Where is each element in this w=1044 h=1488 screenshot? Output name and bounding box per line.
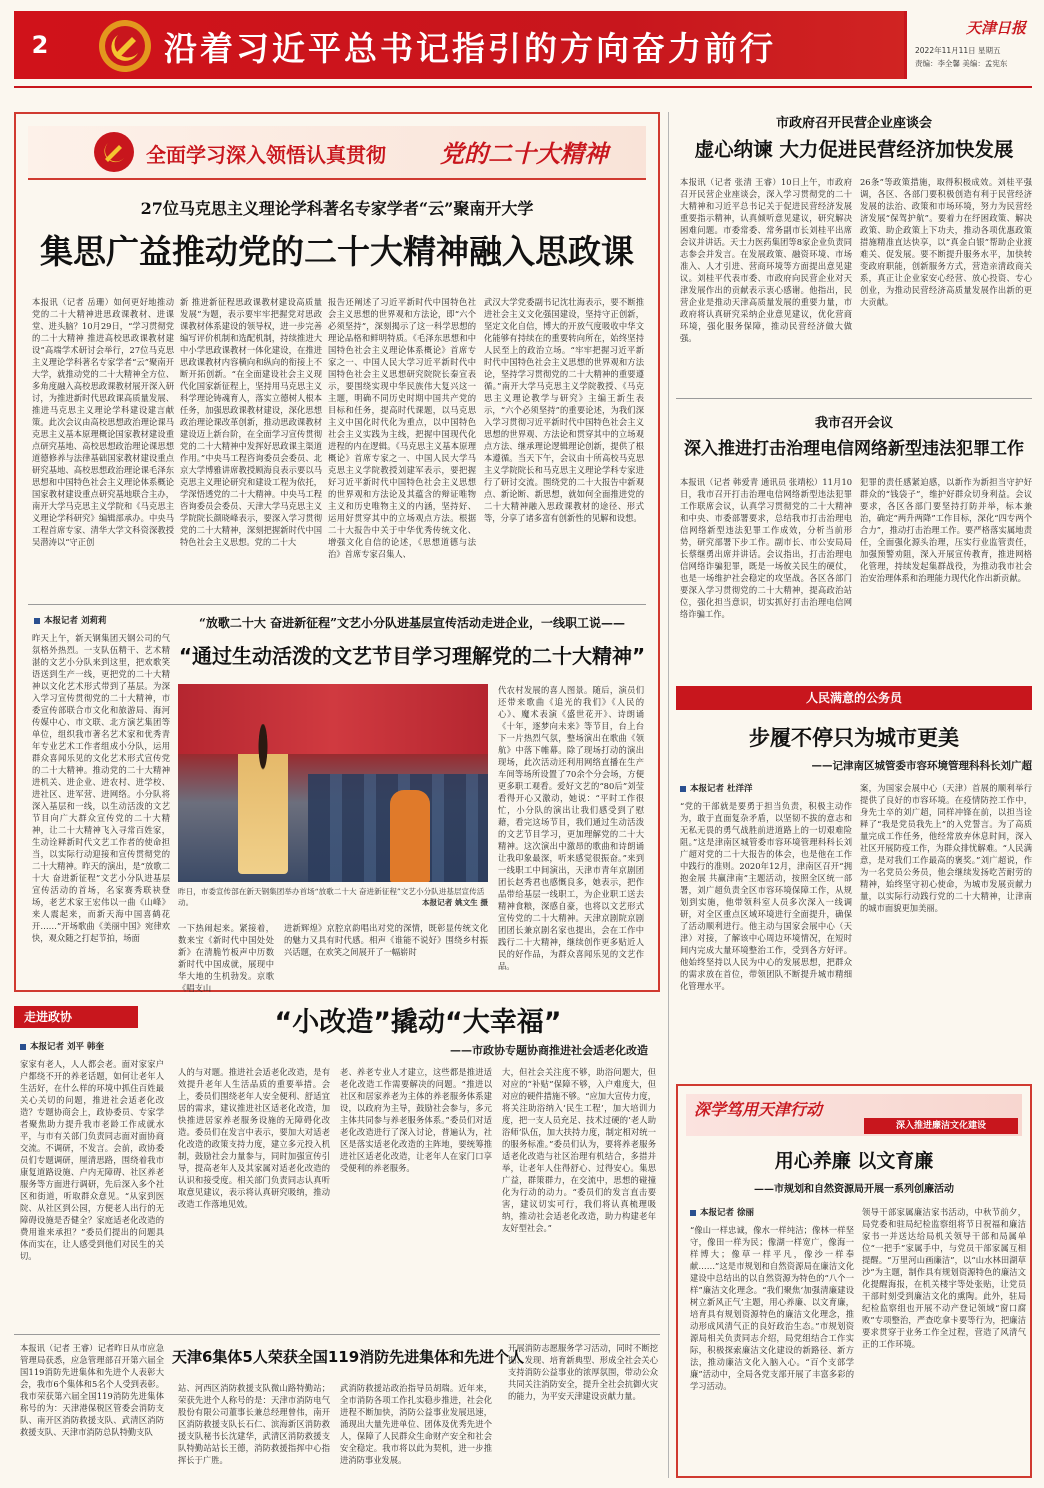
grassroots-headline: “小改造”撬动“大幸福” (274, 1007, 562, 1038)
section-label-zhengxie (14, 1006, 138, 1028)
fire-column-4: 开展消防志愿服务学习活动，同时不断挖掘、发现、培育新典型、形成全社会关心支持消防公益事业的浓厚氛围，带动公众共同关注消防安全，提升全社会抗御火灾的能力，为平安天津建设贡献力量。 (508, 1343, 658, 1401)
civil-tag (676, 686, 1032, 710)
grassroots-column-1: 家家有老人，人人都会老。面对家家户户都绕不开的养老话题，如何让老年人生活好，在什么样的环境中抓住百姓最关心关切的问题，推进社会适老化改造？专题协商会上，政协委员、专家学者聚焦助力提升我市老龄工作成就水平，与市有关部门负责同志面对面协商交流。不调研，不发言。会前，政协委员们专题调研，厘清思路，围绕着我市康复道路设施、户内无障碍、社区养老服务等方面进行调研，先后深入多个社区和街道，听取群众意见。“从家到医院、从社区到公园，方便老人出行的无障碍设施是否健全？家庭适老化改造的费用谁来承担？”委员们提出的问题具体而实在，让人感受到他们对民生的关切。 (20, 1059, 164, 1261)
lead-banner (28, 126, 646, 180)
civil-column-1: “党的干部就是要勇于担当负责，积极主动作为，敢于直面复杂矛盾，以坚韧不拔的意志和无私无畏的勇气战胜前进道路上的一切艰难险阻。”这是津南区城管委市容环境管理科科长刘广超对党的二十大报告的体会，也是他在工作中践行的准则。2020年12月，津南区召开“拥抱金展 共赢津南”主题活动，按照全区统一部署，刘广超负责全区市容环境保障工作，从规划到实施，他带领科室人员多次深入一线调研，对全区重点区域环境进行全面提升，确保了活动顺利进行。他主动与国家会展中心（天津）对接，了解该中心周边环境情况，在短时间内完成大量环境整治工作，受到各方好评。他始终坚持以人民为中心的发展思想，把群众的需求放在首位，带领团队不断提升城市精细化管理水平。 (680, 801, 852, 991)
stage-screen (178, 684, 488, 754)
telecom-headline: 深入推进打击治理电信网络新型违法犯罪工作 (684, 439, 1024, 459)
page-number: 2 (31, 31, 49, 59)
feature-column-3: 进新辉煌》京腔京韵唱出对党的深情，既彰显传统文化的魅力又具有时代感。相声《谁能不说好》围绕乡村振兴话题，在欢笑之间展开了一幅崭时 (284, 923, 488, 957)
anticorrupt-banner (686, 1094, 1022, 1136)
anticorrupt-banner-text: 深学笃用天津行动 (694, 1100, 823, 1119)
lead-column-1: 本报讯（记者 岳珊）如何更好地推动党的二十大精神进思政课教材、进课堂、进头脑？10月29日，“学习贯彻党的二十大精神 推进高校思政课教材建设”高端学术研讨会举行，27位马克思主义理论学科著名专家学者“云”聚南开大学，就推动党的二十大精神全方位、多角度融入高校思政课教材展开深入研讨，为推进新时代思政课高质量发展、推进马克思主义理论学科建设建言献策。此次会议由高校思想政治理论课马克思主义基本原理概论国家教材建设重点研究基地、高校思想政治理论课思想道德修养与法律基础国家教材建设重点研究基地、高校思想政治理论课毛泽东思想和中国特色社会主义理论体系概论国家教材建设重点研究基地联合主办，南开大学马克思主义学院和《马克思主义理论学科研究》编辑部承办。中央马工程首席专家、清华大学文科资深教授吴潜涛以“守正创 (32, 297, 174, 547)
grassroots-column-4: 大，但社会关注度不够，助浴问题大，但对应的“补贴”保障不够，入户难度大，但对应的硬件措施不够。“应加大宣传力度，将关注助浴纳入‘民生工程’，加大培训力度，把一支人员充足、技术过硬的‘老人助浴师’队伍，加大扶持力度，制定相对统一的服务标准。”委员们认为，要将养老服务适老化改造与社区治理有机结合，多措并举，让老年人住得舒心、过得安心。集思广益，群策群力，在交流中，思想的碰撞化为行动的动力。“委员们的发言直击要害，建议切实可行，我们将认真梳理吸纳，推动社会适老化改造，助力构建老年友好型社会。” (502, 1067, 656, 1233)
telecom-column-1: 本报讯（记者 韩爱青 通讯员 张靖松）11月10日，我市召开打击治理电信网络新型违法犯罪工作联席会议，认真学习贯彻党的二十大精神和中央、市委部署要求，总结我市打击治理电信网络新型违法犯罪工作成效，分析当前形势，研究部署下步工作。副市长、市公安局局长蔡继勇出席并讲话。会议指出，打击治理电信网络诈骗犯罪，既是一场攸关民生的硬仗，也是一场维护社会稳定的攻坚战。各区各部门要深入学习贯彻党的二十大精神，提高政治站位，强化担当意识，切实抓好打击治理电信网络诈骗工作。 (680, 477, 852, 619)
minqi-kicker: 市政府召开民营企业座谈会 (775, 116, 932, 131)
minqi-column-1: 本报讯（记者 张清 王睿）10日上午，市政府召开民营企业座谈会，深入学习贯彻党的二十大精神和习近平总书记关于促进民营经济发展重要指示精神，认真倾听意见建议，研究解决困难问题。市委常委、常务副市长刘桂平出席会议并讲话。天士力医药集团等8家企业负责同志参会并发言。在发展政策、融资环境、市场准入、人才引进、营商环境等方面提出意见建议。刘桂平代表市委、市政府向民营企业对天津发展作出的贡献表示衷心感谢。他指出，民营企业是推动天津高质量发展的重要力量，市政府将认真研究采纳企业意见建议，优化营商环境，强化服务保障，推动民营经济做大做强。 (680, 177, 852, 343)
photo-caption (178, 886, 488, 920)
anticorrupt-subhead: ——市规划和自然资源局开展一系列创廉活动 (754, 1184, 954, 1195)
fire-column-3: 武消防救援站政治指导员胡瑞。近年来，全市消防各项工作扎实稳步推进，社会化进程不断加快，消防公益事业发展迅速，涌现出大量先进单位、团体及优秀先进个人，保障了人民群众生命财产安全和社会安全稳定。我市将以此为契机，进一步推进消防事业发展。 (340, 1383, 492, 1465)
photo-credit: 本报记者 姚文生 摄 (421, 898, 488, 907)
civil-tag-text: 人民满意的公务员 (805, 691, 902, 705)
masthead-banner (14, 11, 1032, 79)
anticorrupt-column-2: 领导干部家属廉洁家书活动，中秋节前夕，局党委和驻局纪检监察组将节日祝福和廉洁家书一并送达给局机关领导干部和局属单位“一把手”家属手中，与党员干部家属互相提醒。“万里河山画廉洁”，以“山水林田湖草沙”为主题，制作具有规划资源特色的廉洁文化提醒海报，在机关楼宇等处张贴，让党员干部时刻受到廉洁文化的熏陶。此外，驻局纪检监察组也开展不动产登记领域“窗口腐败”专项整治，严查吃拿卡要等行为，把廉洁要求贯穿于业务工作全过程，营造了风清气正的工作环境。 (862, 1207, 1026, 1349)
lead-banner-script: 党的二十大精神 (440, 139, 608, 168)
grassroots-subhead: ——市政协专题协商推进社会适老化改造 (450, 1044, 648, 1057)
civil-column-2: 案，为国家会展中心（天津）首展的顺利举行提供了良好的市容环境。在疫情防控工作中，身先士卒的刘广超，同样冲锋在前，以担当诠释了“我是党员我先上”的入党誓言。为了高质量完成工作任务，他经常放弃休息时间，深入社区开展防疫工作，为群众排忧解难。“人民满意，是对我们工作最高的褒奖。”刘广超说，作为一名党员公务员，他会继续发扬吃苦耐劳的精神，始终坚守初心使命，为城市发展贡献力量，以实际行动践行党的二十大精神，让津南的城市面貌更加美丽。 (860, 783, 1032, 913)
fire-column-2: 站、河西区消防救援支队微山路特勤站；荣获先进个人称号的是：天津市消防电气股份有限公司董事长兼总经理曾伟，南开区消防救援支队长石仁、滨海新区消防救援支队秘书长沈建华，武清区消防救援支队特勤站站长王德，消防救援指挥中心指挥长于广胜。 (178, 1383, 330, 1465)
grassroots-column-3: 老、养老专业人才建立，这些都是推进适老化改造工作需要解决的问题。“推进以社区和居家养老为主体的养老服务体系建设，以政府为主导，鼓励社会参与，多元主体共同参与养老服务体系。”委员们对适老化改造进行了深入讨论，普遍认为，社区是落实适老化改造的主阵地，要统筹推进社区适老化改造，让老年人在家门口享受便利的养老服务。 (340, 1067, 492, 1173)
editors-credit: 责编：李全馨 美编：孟宪东 (915, 59, 1008, 68)
feature-byline: 本报记者 刘莉莉 (34, 614, 174, 630)
telecom-kicker: 我市召开会议 (814, 416, 893, 431)
minqi-column-2: 26条”等政策措施，取得积极成效。刘桂平强调，各区、各部门要积极创造有利于民营经济发展的法治、政策和市场环境，努力为民营经济发展“保驾护航”。要着力在纾困政策、解决政策、助企政策上下功夫，推动各项优惠政策措施精准直达快享，以“真金白银”帮助企业渡难关、促发展。要不断提升服务水平，加快转变政府职能，创新服务方式，营造亲清政商关系，真正让企业家安心经营、放心投资、专心创业，为推动民营经济高质量发展作出新的更大贡献。 (860, 177, 1032, 307)
lead-column-3: 报告还阐述了习近平新时代中国特色社会主义思想的世界观和方法论，即“六个必须坚持”，深刻揭示了这一科学思想的理论品格和鲜明特质。《毛泽东思想和中国特色社会主义理论体系概论》首席专家之一、中国人民大学习近平新时代中国特色社会主义思想研究院院长秦宣表示，要围绕实现中华民族伟大复兴这一主题，明确不同历史时期中国共产党的目标和任务，提高时代课题，以马克思主义中国化时代化为重点，以中国特色社会主义实践为主线，把握中国现代化进程的内在逻辑。《马克思主义基本原理概论》首席专家之一、中国人民大学马克思主义学院教授刘建军表示，要把握好习近平新时代中国特色社会主义思想的世界观和方法论及其蕴含的辩证唯物主义和历史唯物主义的内涵，坚持好、运用好贯穿其中的立场观点方法。根据二十大报告中关于中华优秀传统文化、增强文化自信的论述，《思想道德与法治》首席专家召集人、 (328, 297, 476, 559)
anticorrupt-headline: 用心养廉 以文育廉 (774, 1150, 934, 1172)
lead-column-2: 新 推进新征程思政课教材建设高质量发展”为题，表示要牢牢把握党对思政课教材体系建设的领导权，进一步完善编写评价机制和选配机制，持续推进大中小学思政课教材一体化建设，在推进思政课教材内容横向和纵向的衔接上不断开拓创新。“在全面建设社会主义现代化国家新征程上，坚持用马克思主义科学理论铸魂育人，落实立德树人根本任务，加强思政课教材建设，深化思想政治理论课改革创新，推动思政课教材建设迈上新台阶，在全面学习宣传贯彻党的二十大精神中发挥好思政课主渠道作用。”中央马工程咨询委员会委员、北京大学博雅讲席教授顾海良表示要以马克思主义理论研究和建设工程为依托，学深悟透党的二十大精神。中央马工程咨询委员会委员、天津大学马克思主义学院院长颜晓峰表示，要深入学习贯彻党的二十大精神，深刻把握新时代中国特色社会主义思想。党的二十大 (180, 297, 322, 547)
party-emblem-icon (96, 17, 154, 75)
lead-headline: 集思广益推动党的二十大精神融入思政课 (40, 232, 634, 271)
anticorrupt-tag: 深入推进廉洁文化建设 (864, 1118, 1018, 1134)
civil-subhead: ——记津南区城管委市容环境管理科科长刘广超 (811, 760, 1032, 772)
issue-date: 2022年11月11日 星期五 (915, 46, 1001, 55)
photo-caption-text: 昨日，市委宣传部在新天钢集团举办首场“放歌二十大 奋进新征程”文艺小分队进基层宣传活动。 (178, 887, 485, 907)
section-label-text: 走进政协 (24, 1010, 73, 1024)
party-emblem-small-icon (92, 130, 136, 174)
lead-kicker: 27位马克思主义理论学科著名专家学者“云”聚南开大学 (140, 199, 534, 218)
page-banner-title: 沿着习近平总书记指引的方向奋力前行 (164, 29, 776, 68)
worker-orange-uniform (390, 790, 430, 882)
feature-kicker: “放歌二十大 奋进新征程”文艺小分队进基层宣传活动走进企业，一线职工说—— (199, 616, 625, 630)
feature-column-2: 一下热闹起来。紧接着，数来宝《新时代中国处处新》在清脆竹板声中历数新时代中国成就，展现中华大地的生机勃发。京歌《唱支山 (178, 923, 274, 993)
performer-figure (238, 724, 288, 874)
grassroots-column-2: 人的与对题。推进社会适老化改造，是有效提升老年人生活品质的重要举措。会上，委员们围绕老年人安全便利、舒适宜居的需求，建议推进社区适老化改造，加快推进居家养老服务设施的无障碍化改造。委员们在发言中表示，要加大对适老化改造的政策支持力度，建立多元投入机制，鼓励社会力量参与，同时加强宣传引导，提高老年人及其家属对适老化改造的认识和接受度。相关部门负责同志认真听取意见建议，表示将认真研究吸纳，推动改造工作落地见效。 (178, 1067, 330, 1209)
feature-column-1: 昨天上午，新天钢集团天钢公司的气氛格外热烈。一支队伍精干、艺术精湛的文艺小分队来到这里，把欢歌笑语送到生产一线，更把党的二十大精神以文化艺术形式带到了基层。为深入学习宣传贯彻党的二十大精神，市委宣传部联合市文化和旅游局、海河传媒中心、市文联、北方演艺集团等单位，组织我市著名艺术家和优秀青年专业艺术工作者组成小分队，运用群众喜闻乐见的文化艺术形式宣传党的二十大精神。推动党的二十大精神进机关、进企业、进农村、进学校、进社区、进军营、进网络。小分队将深入基层和一线，以生动活泼的文艺节目向广大群众宣传党的二十大精神，让二十大精神飞入寻常百姓家，生动诠释新时代文艺工作者的使命担当，以实际行动迎接和宣传贯彻党的二十大精神。昨天的演出，是“放歌二十大 奋进新征程”文艺小分队进基层宣传活动的首场，名家赛秀联袂登场，老艺术家王宏伟以一曲《山峰》来人震起来，而新天海中国喜鹤花开……”开场歌曲《美丽中国》宛律欢快，观众随之打起节拍，场面 (32, 633, 170, 943)
grassroots-byline: 本报记者 刘平 韩奎 (20, 1040, 160, 1056)
civil-headline: 步履不停只为城市更美 (749, 726, 959, 750)
telecom-column-2: 犯罪的责任感紧迫感，以新作为新担当守护好群众的“钱袋子”，维护好群众切身利益。会议要求，各区各部门要坚持打防并举，标本兼治，确定“两升两降”工作目标，深化“四专两个合力”，推动打击治理工作。要严格落实属地责任，全面强化源头治理，压实行业监管责任，加强预警劝阻，深入开展宣传教育，推进网格化管理，持续发起集群战役，为推动我市社会治安治理体系和治理能力现代化作出新贡献。 (860, 477, 1032, 583)
feature-photo (178, 684, 488, 882)
fire-headline: 天津6集体5人荣获全国119消防先进集体和先进个人 (172, 1348, 525, 1366)
minqi-headline: 虚心纳谏 大力促进民营经济加快发展 (694, 138, 1014, 161)
feature-headline: “通过生动活泼的文艺节目学习理解党的二十大精神” (178, 644, 646, 668)
civil-byline: 本报记者 杜洋洋 (680, 782, 850, 798)
lead-column-4: 武汉大学党委副书记沈壮海表示，要不断推进社会主义文化强国建设，坚持守正创新，坚定文化自信，博大的开放气度吸收中华文化能够有持续在的重要转向所在，始终坚持人民至上的政治立场。“牢牢把握习近平新时代中国特色社会主义思想的世界观和方法论，坚持学习贯彻党的二十大精神的重要遵循。”南开大学马克思主义学院教授、《马克思主义理论教学与研究》主编王新生表示，“六个必须坚持”的重要论述，为我们深入学习贯彻习近平新时代中国特色社会主义思想的世界观、方法论和贯穿其中的立场观点方法、继承理论逻辑理论创新，提供了根本遵循。当天下午，会议由十所高校马克思主义学院院长和马克思主义理论学科专家进行了研讨交流。围绕党的二十大报告中新观点、新论断、新思想，就如何全面推进党的二十大精神融入思政课教材的途径、形式等，分享了诸多富有创新性的见解和设想。 (484, 297, 644, 523)
fire-column-1: 本报讯（记者 王睿）记者昨日从市应急管理局获悉，应急管理部召开第六届全国119消防先进集体和先进个人表彰大会，我市6个集体和5名个人受到表彰。我市荣获第六届全国119消防先进集体称号的为：天津港保税区管委会消防支队、南开区消防救援支队、武清区消防救援支队、天津市消防总队特勤支队 (20, 1343, 164, 1437)
anticorrupt-column-1: “像山一样忠诚，像水一样纯洁；像林一样坚守，像田一样为民；像湖一样宽广，像海一样博大；像草一样平凡，像沙一样奉献……”这是市规划和自然资源局在廉洁文化建设中总结出的以自然资源为特色的“八个一样”廉洁文化理念。“我们聚焦‘加强清廉建设 树立新风正气’主题，用心养廉、以文育廉，培育具有规划资源特色的廉洁文化理念，推动形成风清气正的良好政治生态。”市规划资源局相关负责同志介绍，局党组结合工作实际，积极探索廉洁文化建设的新路径、新方法，推动廉洁文化入脑入心。“百个支部学廉”活动中，全局各党支部开展了丰富多彩的学习活动。 (690, 1225, 854, 1391)
feature-column-4: 代农村发展的喜人图景。随后，演员们还带来歌曲《追光的我们》《人民的心》、魔术表演《盛世花开》、诗朗诵《十年，逐梦向未来》等节目，台上台下一片热烈气氛，整场演出在歌曲《领航》中落下帷幕。除了现场打动的演出现场，此次活动还利用网络直播在生产车间等场所设置了70余个分会场，方便更多职工观看。爱好文艺的“80后”刘莹看得开心又激动，她说：“平时工作很忙，小分队的演出让我们感受到了慰藉，看完这场节目，我们通过生动活泼的文艺节目学习，更加理解党的二十大精神。这次演出中激昂的歌曲和诗朗诵让我印象最深，听来感觉很振奋。”来到一线职工中间演出，天津市青年京剧团团长赵秀君也感慨良多，她表示，把作品带给基层一线职工，为企业职工送去精神食粮，深感自豪，也将以文艺形式宣传党的二十大精神。天津京剧院京剧团团长兼京剧名家也提出，会在工作中践行二十大精神，继续创作更多贴近人民的好作品，为群众喜闻乐见的文艺作品。 (498, 685, 644, 971)
anticorrupt-byline: 本报记者 徐丽 (690, 1206, 850, 1222)
newspaper-logo: 天津日报 (965, 19, 1026, 37)
lead-banner-text: 全面学习深入领悟认真贯彻 (146, 143, 386, 167)
masthead-info-box (904, 11, 1032, 79)
